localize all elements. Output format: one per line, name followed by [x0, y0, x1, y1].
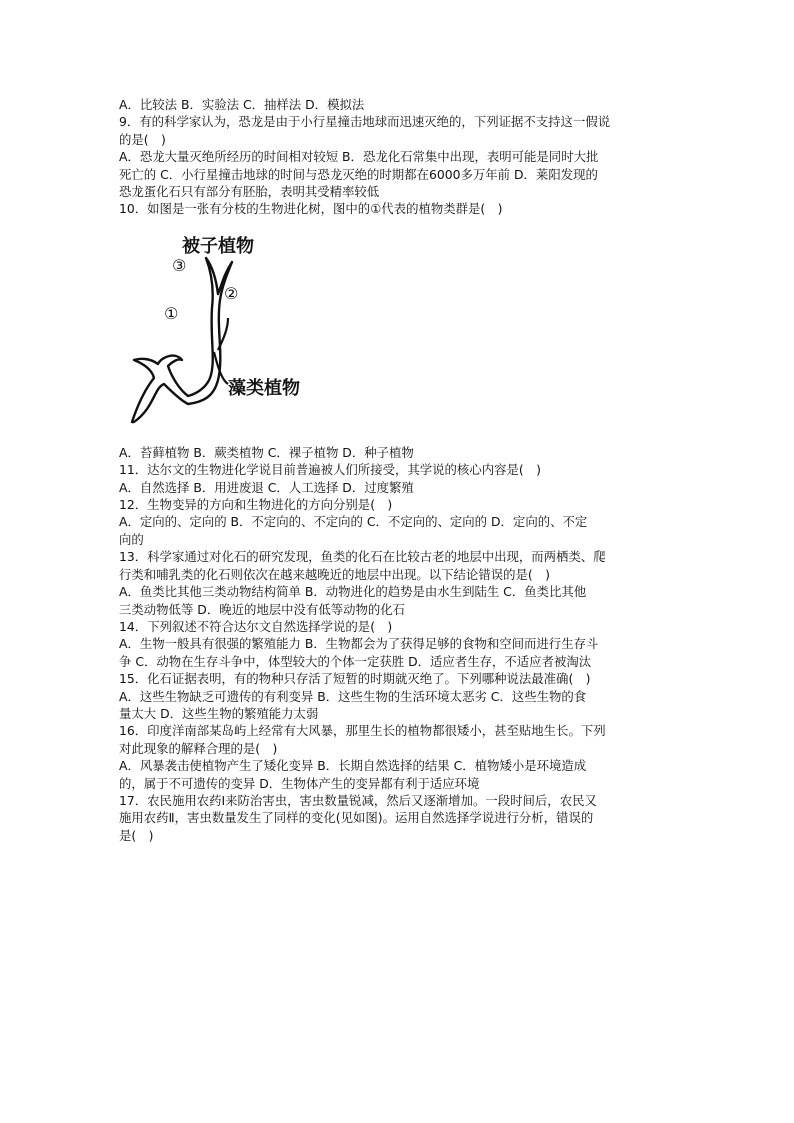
text-line: 15．化石证据表明，有的物种只存活了短暂的时期就灭绝了。下列哪种说法最准确( )	[119, 671, 591, 687]
text-line: A．这些生物缺乏可遗传的有利变异 B．这些生物的生活环境太恶劣 C．这些生物的食	[119, 688, 587, 704]
text-line: 恐龙蛋化石只有部分有胚胎，表明其受精率较低	[119, 184, 380, 200]
text-line: 11．达尔文的生物进化学说目前普遍被人们所接受，其学说的核心内容是( )	[119, 462, 541, 478]
text-line: A．自然选择 B．用进废退 C．人工选择 D．过度繁殖	[119, 479, 414, 495]
tree-outline	[132, 255, 232, 422]
text-line: 向的	[119, 531, 144, 547]
question-sheet	[119, 96, 679, 844]
text-line: 的是( )	[119, 131, 166, 147]
text-line: 12．生物变异的方向和生物进化的方向分别是( )	[119, 497, 393, 513]
text-line: A．恐龙大量灭绝所经历的时间相对较短 B．恐龙化石常集中出现，表明可能是同时大批	[119, 149, 599, 165]
marker-1: ①	[164, 303, 179, 323]
text-line: A．定向的、定向的 B．不定向的、不定向的 C．不定向的、定向的 D．定向的、不定	[119, 514, 588, 530]
text-line: 的，属于不可遗传的变异 D．生物体产生的变异都有利于适应环境	[119, 775, 480, 791]
text-line: A．比较法 B．实验法 C．抽样法 D．模拟法	[119, 97, 365, 112]
text-line: 争 C．动物在生存斗争中，体型较大的个体一定获胜 D．适应者生存，不适应者被淘汰	[119, 653, 592, 669]
label-angiosperms: 被子植物	[182, 235, 254, 257]
text-line: 对此现象的解释合理的是( )	[119, 740, 278, 756]
text-line: A．生物一般具有很强的繁殖能力 B．生物都会为了获得足够的食物和空间而进行生存斗	[119, 636, 599, 652]
text-line: 行类和哺乳类的化石则依次在越来越晚近的地层中出现。以下结论错误的是( )	[119, 566, 550, 582]
text-line: A．苔藓植物 B．蕨类植物 C．裸子植物 D．种子植物	[119, 444, 414, 460]
evolution-tree-figure	[124, 228, 324, 440]
text-block-top	[119, 96, 679, 218]
marker-3: ③	[172, 255, 187, 275]
text-line: 14．下列叙述不符合达尔文自然选择学说的是( )	[119, 618, 393, 634]
text-block-bottom	[119, 444, 679, 844]
label-algae: 藻类植物	[228, 377, 300, 399]
text-line: A．风暴袭击使植物产生了矮化变异 B．长期自然选择的结果 C．植物矮小是环境造成	[119, 758, 587, 774]
text-line: 9．有的科学家认为，恐龙是由于小行星撞击地球而迅速灭绝的，下列证据不支持这一假说	[119, 114, 611, 130]
text-line: 量太大 D．这些生物的繁殖能力太弱	[119, 705, 319, 721]
text-line: 死亡的 C．小行星撞击地球的时间与恐龙灭绝的时期都在6000多万年前 D．莱阳发现的	[119, 166, 598, 182]
text-line: 16．印度洋南部某岛屿上经常有大风暴，那里生长的植物都很矮小，甚至贴地生长。下列	[119, 723, 606, 739]
marker-2: ②	[224, 283, 239, 303]
evolution-tree-drawing	[124, 228, 324, 440]
text-line: 是( )	[119, 827, 154, 843]
text-line: 三类动物低等 D．晚近的地层中没有低等动物的化石	[119, 601, 406, 617]
text-line: 施用农药Ⅱ，害虫数量发生了同样的变化(见如图)。运用自然选择学说进行分析，错误的	[119, 810, 594, 826]
text-line: A．鱼类比其他三类动物结构简单 B．动物进化的趋势是由水生到陆生 C．鱼类比其他	[119, 584, 587, 600]
text-line: 13．科学家通过对化石的研究发现，鱼类的化石在比较古老的地层中出现，而两栖类、爬	[119, 549, 606, 565]
text-line: 10．如图是一张有分枝的生物进化树，图中的①代表的植物类群是( )	[119, 201, 503, 217]
text-line: 17．农民施用农药Ⅰ来防治害虫，害虫数量锐减，然后又逐渐增加。一段时间后，农民又	[119, 792, 597, 808]
